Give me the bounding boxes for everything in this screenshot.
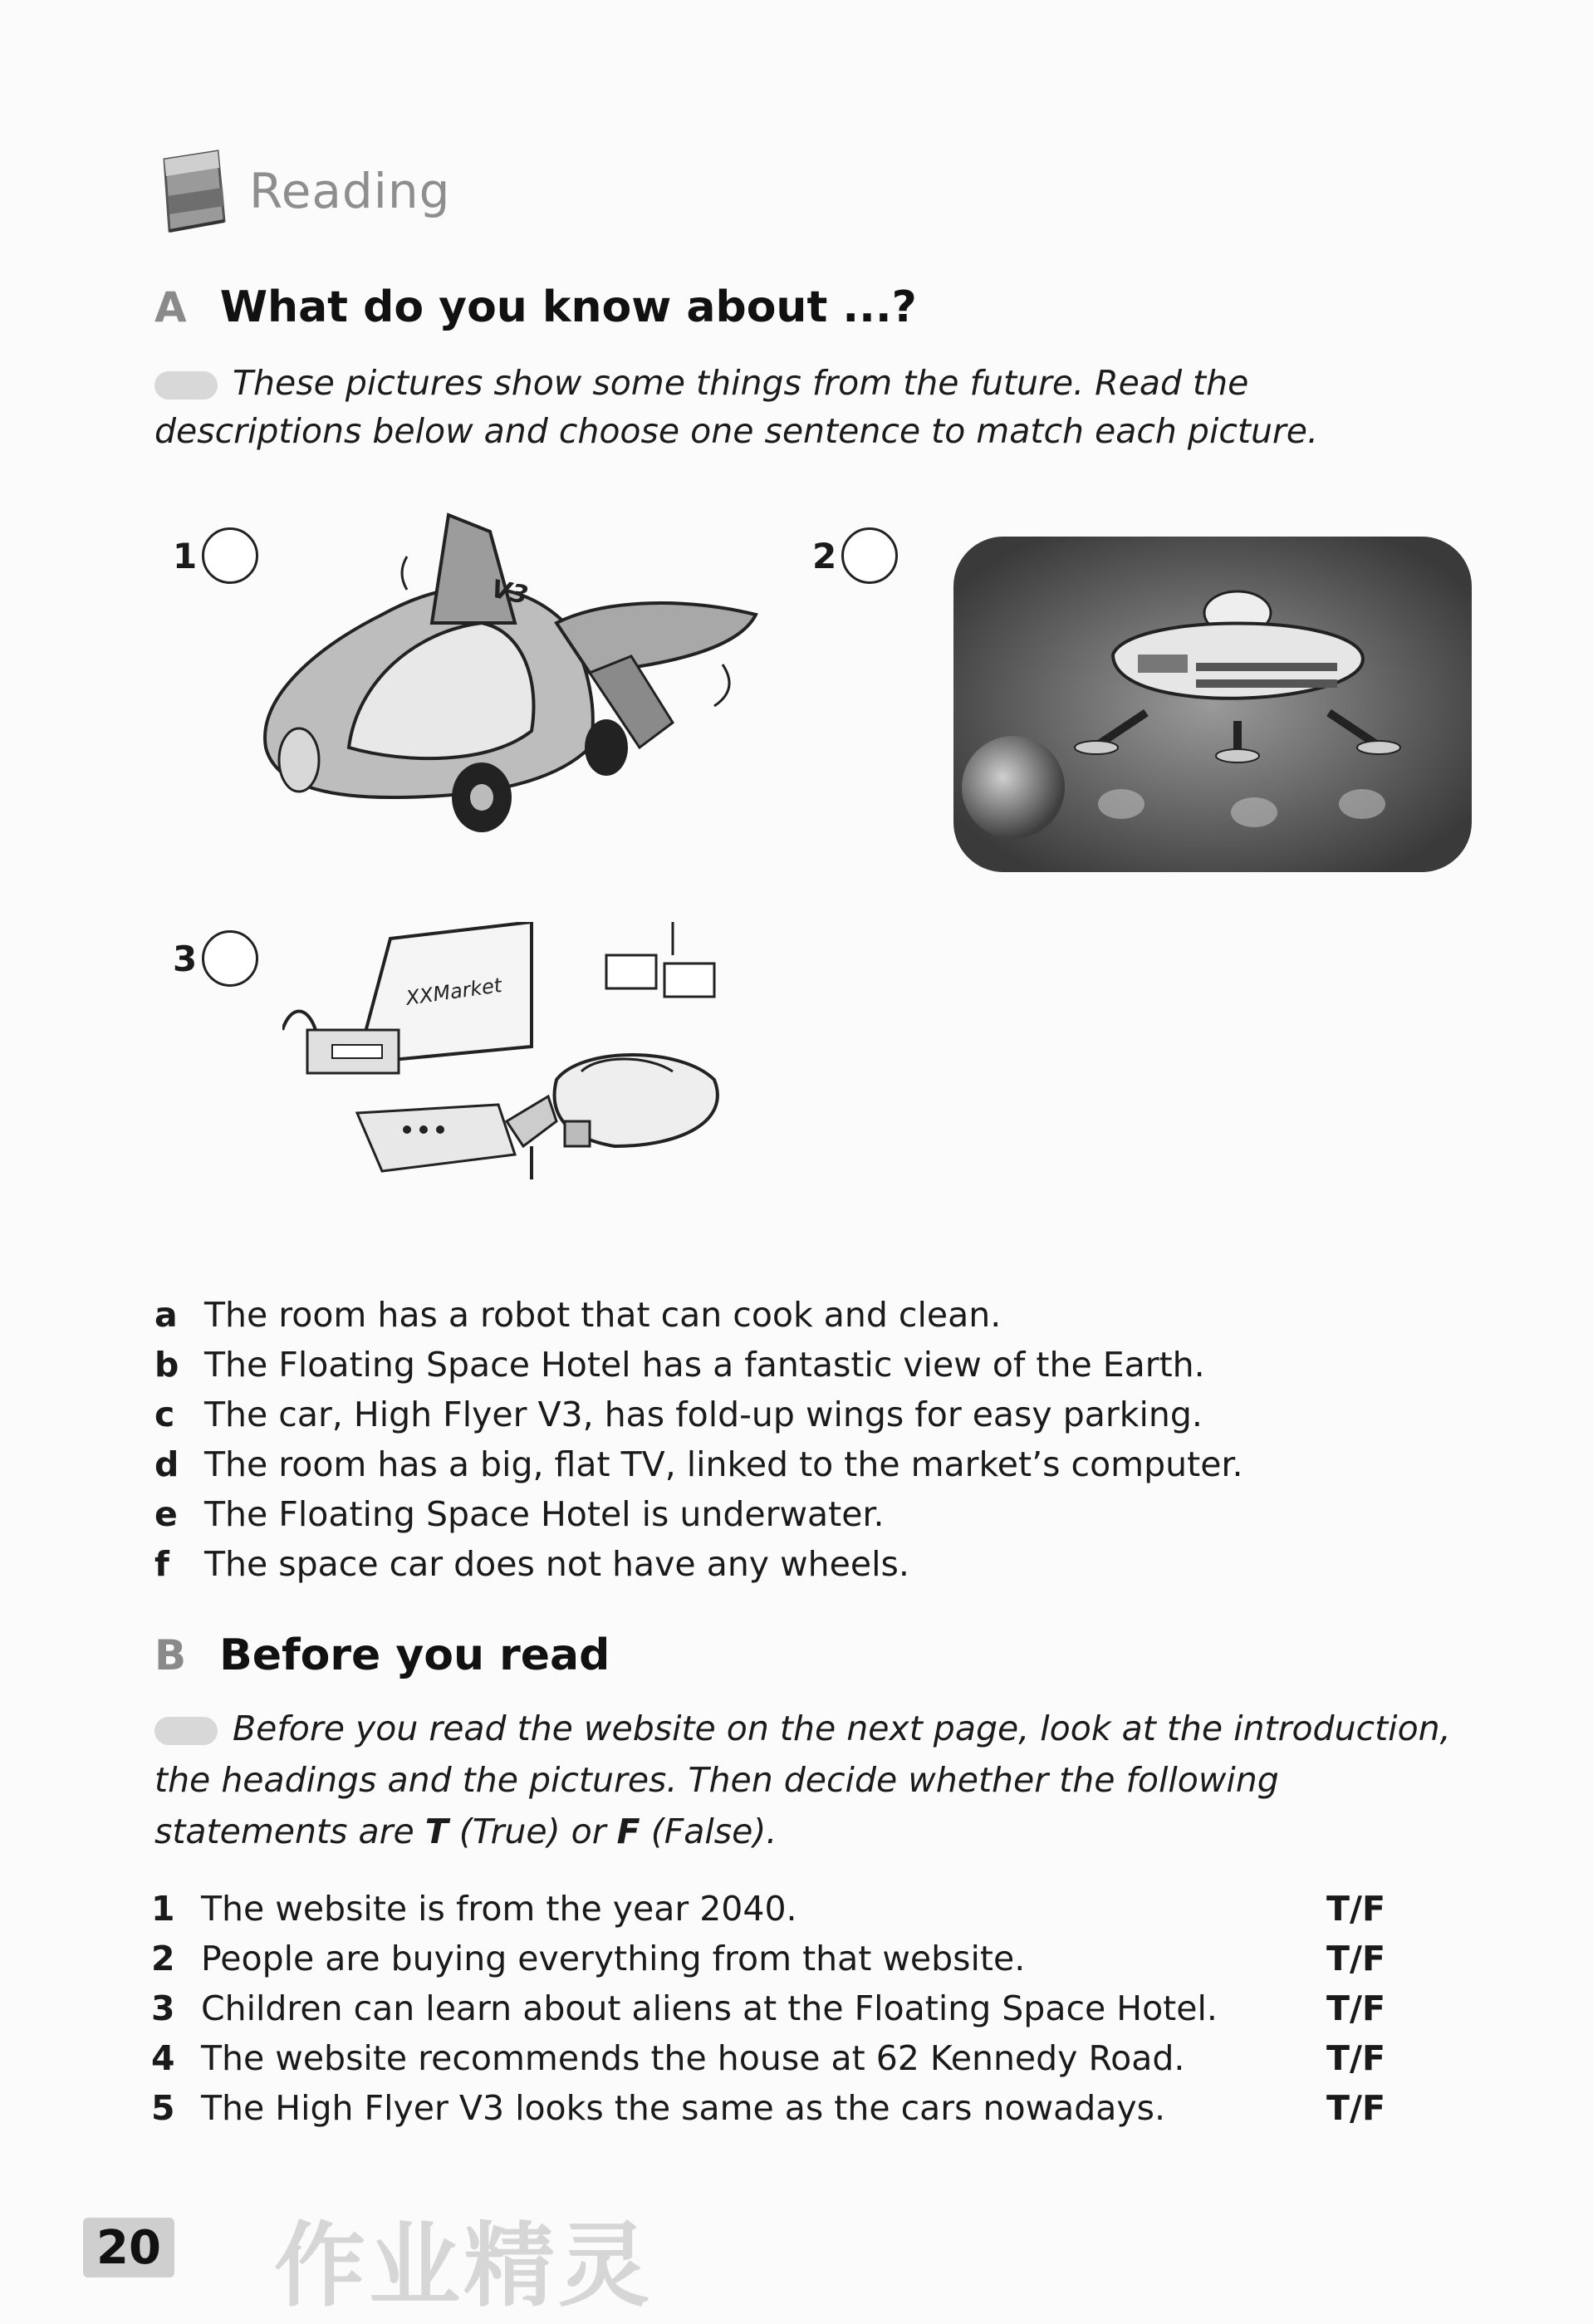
section-a-letter: A (154, 283, 187, 331)
section-b-heading (154, 1630, 610, 1680)
answer-circle-3[interactable] (202, 930, 258, 987)
car-label: V3 (488, 574, 531, 610)
statement-row: 1 The website is from the year 2040. T/F (151, 1884, 1385, 1934)
statement-row: 5 The High Flyer V3 looks the same as the cars nowadays. T/F (151, 2083, 1385, 2133)
page-title: Reading (249, 163, 451, 219)
tf-choice[interactable]: T/F (1326, 1939, 1385, 1978)
section-b-instruction: Before you read the website on the next page, look at the introduction, the headings and the pictures. Then decide whether the following statements are T (True) or F (False). (154, 1709, 1451, 1851)
picture-3-label (173, 930, 258, 987)
space-hotel-image (947, 530, 1478, 879)
statement-row: 2 People are buying everything from that website. T/F (151, 1934, 1385, 1983)
tv-label: XXMarket (404, 973, 503, 1010)
page-number: 20 (83, 2218, 174, 2277)
audio-pill-icon (154, 371, 218, 400)
audio-pill-icon (154, 1717, 218, 1745)
section-a-instruction: These pictures show some things from the future. Read the descriptions below and choose one sentence to match each picture. (154, 363, 1319, 451)
section-header (159, 148, 450, 234)
picture-number: 1 (173, 535, 198, 576)
tf-choice[interactable]: T/F (1326, 2038, 1385, 2078)
future-room-image (282, 922, 747, 1196)
tf-choice[interactable]: T/F (1326, 1889, 1385, 1929)
statement-row: 4 The website recommends the house at 62 Kennedy Road. T/F (151, 2033, 1385, 2083)
option-f: f The space car does not have any wheels. (154, 1544, 909, 1584)
option-e: e The Floating Space Hotel is underwater. (154, 1494, 885, 1534)
section-a-title: What do you know about ...? (219, 282, 917, 332)
options-list (154, 1290, 1243, 1589)
book-icon (159, 148, 229, 234)
picture-number: 2 (812, 535, 837, 576)
statements-list (151, 1884, 1385, 2133)
section-b-title: Before you read (219, 1630, 610, 1680)
answer-circle-2[interactable] (841, 527, 898, 584)
statement-row: 3 Children can learn about aliens at the Floating Space Hotel. T/F (151, 1983, 1385, 2033)
flying-car-image (241, 498, 772, 847)
option-c: c The car, High Flyer V3, has fold-up wings for easy parking. (154, 1395, 1203, 1434)
picture-number: 3 (173, 938, 198, 979)
section-a-heading (154, 282, 917, 332)
option-b: b The Floating Space Hotel has a fantastic view of the Earth. (154, 1345, 1205, 1385)
picture-2-label (812, 527, 898, 584)
watermark: 作业精灵 (274, 2213, 653, 2319)
option-a: a The room has a robot that can cook and clean. (154, 1295, 1002, 1335)
tf-choice[interactable]: T/F (1326, 2088, 1385, 2128)
option-d: d The room has a big, flat TV, linked to the market’s computer. (154, 1444, 1243, 1484)
tf-choice[interactable]: T/F (1326, 1988, 1385, 2028)
section-b-letter: B (154, 1631, 187, 1679)
